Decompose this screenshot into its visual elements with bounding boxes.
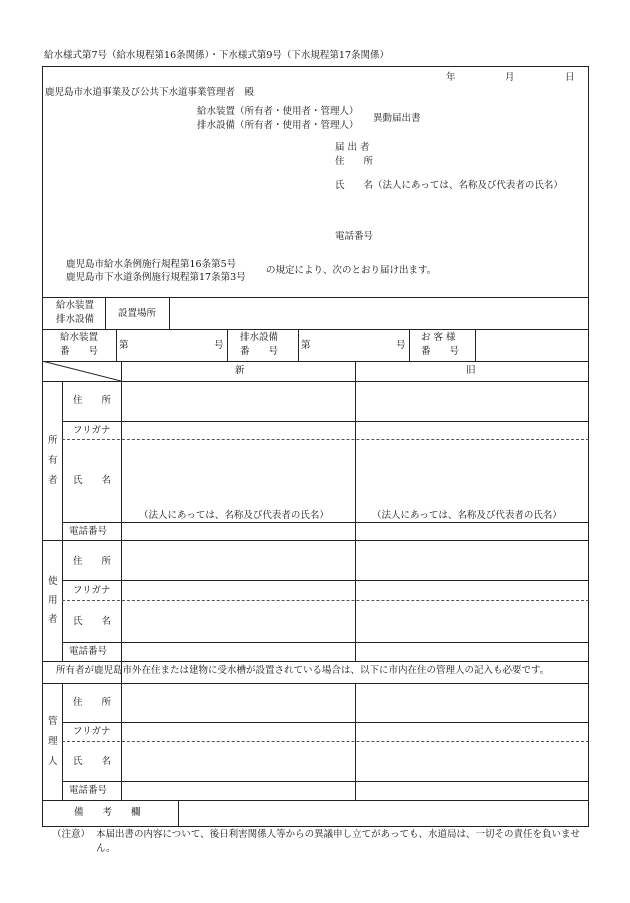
rule	[169, 297, 170, 329]
location-field[interactable]	[171, 299, 586, 327]
rule	[42, 361, 589, 362]
owner-address-old[interactable]	[357, 383, 586, 419]
user-group-char: 使	[48, 576, 58, 587]
rule	[475, 329, 476, 361]
user-name-new[interactable]	[123, 602, 353, 638]
rule	[62, 522, 589, 523]
rule	[298, 329, 299, 361]
manager-name-old[interactable]	[357, 743, 586, 779]
form-caption: 給水様式第7号（給水規程第16条関係）・下水様式第9号（下水規程第17条関係）	[44, 50, 390, 61]
applicant-address-label: 住 所	[335, 156, 374, 167]
rule	[42, 297, 589, 298]
rule	[42, 661, 589, 662]
location-line1: 給水装置	[56, 300, 95, 311]
customer-number-field[interactable]	[477, 331, 586, 359]
user-address-old[interactable]	[357, 542, 586, 578]
customer-number-l1: お 客 様	[421, 332, 456, 343]
drain-number-l1: 排水設備	[240, 332, 279, 343]
doc-title: 異動届出書	[373, 113, 421, 124]
rule	[42, 381, 589, 382]
rule	[62, 642, 589, 643]
rule	[62, 421, 589, 422]
owner-group-char: 者	[48, 475, 58, 486]
manager-group-char: 人	[48, 756, 58, 767]
rule	[227, 329, 228, 361]
manager-name-label: 氏 名	[73, 756, 112, 767]
rule	[62, 381, 63, 540]
user-group-char: 用	[48, 595, 58, 606]
owner-phone-label: 電話番号	[69, 526, 108, 537]
supply-dai: 第	[119, 340, 129, 351]
supply-number-l2: 番 号	[60, 346, 99, 357]
device-line-drain: 排水設備（所有者・使用者・管理人）	[197, 120, 359, 131]
manager-address-old[interactable]	[357, 685, 586, 721]
regulation-supply: 鹿児島市給水条例施行規程第16条第5号	[66, 259, 237, 270]
applicant-label: 届 出 者	[335, 142, 370, 153]
location-line2: 排水設備	[56, 314, 95, 325]
regulation-sewer: 鹿児島市下水道条例施行規程第17条第3号	[66, 272, 246, 283]
user-name-label: 氏 名	[73, 616, 112, 627]
owner-name-old[interactable]	[357, 441, 586, 507]
manager-address-new[interactable]	[123, 685, 353, 721]
caution-body: 本届出書の内容について、後日利害関係人等からの異議申し立てがあっても、水道局は、一切その責任を負いません。	[96, 829, 581, 854]
owner-address-label: 住 所	[73, 395, 112, 406]
remarks-field[interactable]	[180, 802, 586, 824]
dashed-rule	[62, 741, 589, 742]
owner-name-new[interactable]	[123, 441, 353, 507]
manager-phone-label: 電話番号	[69, 785, 108, 796]
diagonal-corner	[42, 361, 121, 381]
date-month: 月	[505, 72, 515, 83]
rule	[355, 361, 356, 661]
owner-corp-note-old: （法人にあっては、名称及び代表者の氏名）	[372, 510, 562, 521]
drain-dai: 第	[301, 340, 311, 351]
date-year: 年	[446, 72, 456, 83]
manager-address-label: 住 所	[73, 697, 112, 708]
manager-note: 所有者が鹿児島市外在住または建物に受水槽が設置されている場合は、以下に市内在住の管理人の記入も必要です。	[56, 665, 550, 676]
supply-go: 号	[214, 340, 224, 351]
customer-number-l2: 番 号	[421, 346, 460, 357]
rule	[42, 683, 589, 684]
owner-name-label: 氏 名	[73, 475, 112, 486]
column-old: 旧	[466, 365, 476, 376]
manager-furigana-label: フリガナ	[73, 726, 111, 737]
dashed-rule	[62, 600, 589, 601]
location-label: 設置場所	[118, 308, 157, 319]
user-name-old[interactable]	[357, 602, 586, 638]
caution-head: （注意）	[52, 829, 91, 840]
drain-number-field[interactable]	[314, 331, 394, 359]
manager-group-char: 管	[48, 716, 58, 727]
dashed-rule	[62, 439, 589, 440]
manager-name-new[interactable]	[123, 743, 353, 779]
drain-go: 号	[396, 340, 406, 351]
owner-address-new[interactable]	[123, 383, 353, 419]
regulation-suffix: の規定により、次のとおり届け出ます。	[266, 265, 437, 276]
manager-group-char: 理	[48, 736, 58, 747]
rule	[42, 800, 589, 801]
owner-furigana-label: フリガナ	[73, 425, 111, 436]
user-group-char: 者	[48, 614, 58, 625]
user-furigana-label: フリガナ	[73, 585, 111, 596]
date-day: 日	[565, 72, 575, 83]
frame-bottom	[42, 826, 589, 827]
remarks-label: 備 考 欄	[74, 807, 141, 818]
rule	[62, 781, 589, 782]
rule	[178, 800, 179, 826]
rule	[116, 329, 117, 361]
device-line-supply: 給水装置（所有者・使用者・管理人）	[197, 106, 359, 117]
owner-corp-note-new: （法人にあっては、名称及び代表者の氏名）	[139, 510, 329, 521]
rule	[62, 722, 589, 723]
rule	[105, 297, 106, 329]
user-address-new[interactable]	[123, 542, 353, 578]
rule	[42, 329, 589, 330]
supply-number-field[interactable]	[132, 331, 212, 359]
applicant-phone-label: 電話番号	[335, 231, 374, 242]
addressee: 鹿児島市水道事業及び公共下水道事業管理者 殿	[45, 87, 255, 98]
rule	[409, 329, 410, 361]
owner-group-char: 所	[48, 435, 58, 446]
owner-group-char: 有	[48, 455, 58, 466]
frame-top	[42, 66, 589, 67]
frame-right	[588, 66, 589, 826]
rule	[42, 540, 589, 541]
user-address-label: 住 所	[73, 556, 112, 567]
column-new: 新	[235, 365, 245, 376]
frame-left	[42, 66, 43, 826]
rule	[62, 580, 589, 581]
applicant-name-label: 氏 名（法人にあっては、名称及び代表者の氏名）	[335, 180, 563, 191]
supply-number-l1: 給水装置	[60, 332, 99, 343]
user-phone-label: 電話番号	[69, 646, 108, 657]
drain-number-l2: 番 号	[240, 346, 279, 357]
